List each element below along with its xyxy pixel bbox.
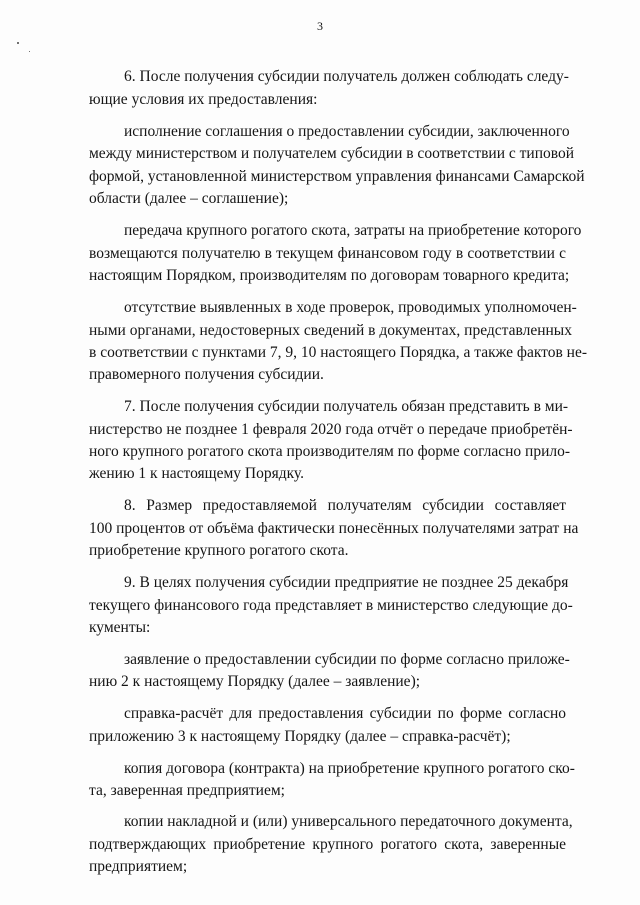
text-line: ного крупного рогатого скота производителям по форме согласно прило- <box>89 443 571 460</box>
text-line: заявление о предоставлении субсидии по форме согласно приложе- <box>124 651 570 668</box>
text-line: копия договора (контракта) на приобретение крупного рогатого ско- <box>124 760 575 777</box>
text-line: нистерство не позднее 1 февраля 2020 года отчёт о передаче приобретён- <box>89 421 573 438</box>
text-line: в соответствии с пунктами 7, 9, 10 настоящего Порядка, а также фактов не- <box>89 344 588 361</box>
text-line: подтверждающих приобретение крупного рогатого скота, заверенные <box>89 836 566 853</box>
text-line: 6. После получения субсидии получатель должен соблюдать следу- <box>124 68 569 85</box>
text-line: 7. После получения субсидии получатель обязан представить в ми- <box>124 398 569 415</box>
scan-speck <box>17 42 19 44</box>
text-line: настоящим Порядком, производителям по договорам товарного кредита; <box>89 267 570 284</box>
text-line: 9. В целях получения субсидии предприятие не позднее 25 декабря <box>124 574 569 591</box>
text-line: области (далее – соглашение); <box>89 190 289 207</box>
text-line: правомерного получения субсидии. <box>89 366 324 383</box>
text-line: исполнение соглашения о предоставлении субсидии, заключенного <box>124 123 570 140</box>
text-line: копии накладной и (или) универсального передаточного документа, <box>124 813 573 830</box>
scan-speck <box>29 51 30 52</box>
text-line: кументы: <box>89 619 151 636</box>
text-line: возмещаются получателю в текущем финансовом году в соответствии с <box>89 245 566 262</box>
text-line: формой, установленной министерством управления финансами Самарской <box>89 168 585 185</box>
text-line: приобретение крупного рогатого скота. <box>89 542 349 559</box>
text-line: между министерством и получателем субсидии в соответствии с типовой <box>89 145 575 162</box>
text-line: нию 2 к настоящему Порядку (далее – заявление); <box>89 673 421 690</box>
text-line: та, заверенная предприятием; <box>89 782 285 799</box>
text-line: передача крупного рогатого скота, затраты на приобретение которого <box>124 222 582 239</box>
text-line: справка-расчёт для предоставления субсидии по форме согласно <box>124 705 566 722</box>
text-line: приложению 3 к настоящему Порядку (далее – справка-расчёт); <box>89 728 511 745</box>
text-line: жению 1 к настоящему Порядку. <box>89 465 305 482</box>
text-line: ющие условия их предоставления: <box>89 91 318 108</box>
text-line: предприятием; <box>89 858 188 875</box>
text-line: отсутствие выявленных в ходе проверок, проводимых уполномочен- <box>124 299 577 316</box>
text-line: ными органами, недостоверных сведений в документах, представленных <box>89 322 572 339</box>
text-line: 8. Размер предоставляемой получателям субсидии составляет <box>124 497 566 514</box>
text-line: текущего финансового года представляет в министерство следующие до- <box>89 597 573 614</box>
page-number: 3 <box>317 19 323 33</box>
text-line: 100 процентов от объёма фактически понесённых получателями затрат на <box>89 520 579 537</box>
